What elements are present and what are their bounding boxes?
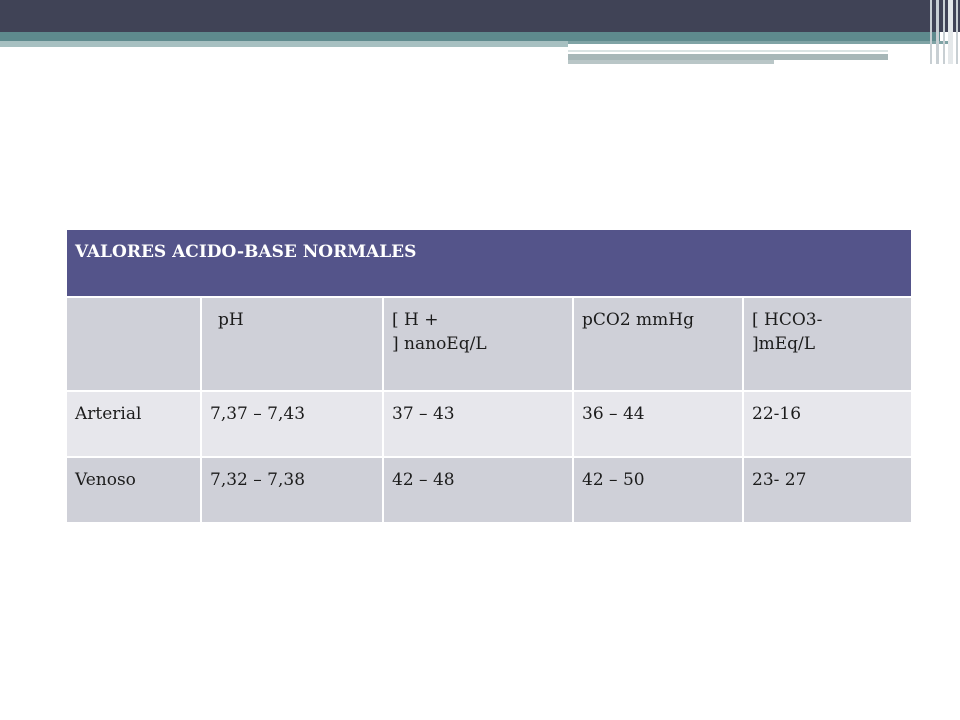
table-cell: 37 – 43 [383, 391, 573, 457]
header-bar-short [568, 60, 774, 64]
row-label-venoso: Venoso [66, 457, 201, 523]
column-header-pco2: pCO2 mmHg [573, 297, 743, 391]
table-row [66, 457, 912, 523]
column-header-empty [66, 297, 201, 391]
acid-base-values-table [65, 228, 913, 524]
column-header-ph [201, 297, 383, 391]
header-vertical-line [943, 0, 945, 64]
table-cell: 36 – 44 [573, 391, 743, 457]
header-vertical-line [948, 0, 953, 64]
header-vertical-line [930, 0, 932, 64]
header-vertical-line [936, 0, 939, 64]
row-label-arterial: Arterial [66, 391, 201, 457]
table-cell: 7,32 – 7,38 [201, 457, 383, 523]
header-bar-thin-line [568, 50, 888, 52]
header-bar-dark [0, 0, 960, 32]
table-cell: 42 – 50 [573, 457, 743, 523]
table-row [66, 391, 912, 457]
table-title: VALORES ACIDO-BASE NORMALES [66, 229, 912, 297]
table-cell: 23- 27 [743, 457, 912, 523]
column-header-h: [ H + ] nanoEq/L [383, 297, 573, 391]
header-bar-teal-accent [568, 41, 948, 44]
header-vertical-line [956, 0, 958, 64]
header-bar-teal [0, 32, 940, 41]
header-bar-teal-light [0, 41, 568, 47]
table-title-row [66, 229, 912, 297]
column-header-hco3: [ HCO3- ]mEq/L [743, 297, 912, 391]
table-cell: 42 – 48 [383, 457, 573, 523]
table-cell: 22-16 [743, 391, 912, 457]
table-cell: 7,37 – 7,43 [201, 391, 383, 457]
table-header-row [66, 297, 912, 391]
column-header-ph-label: pH [218, 310, 244, 330]
